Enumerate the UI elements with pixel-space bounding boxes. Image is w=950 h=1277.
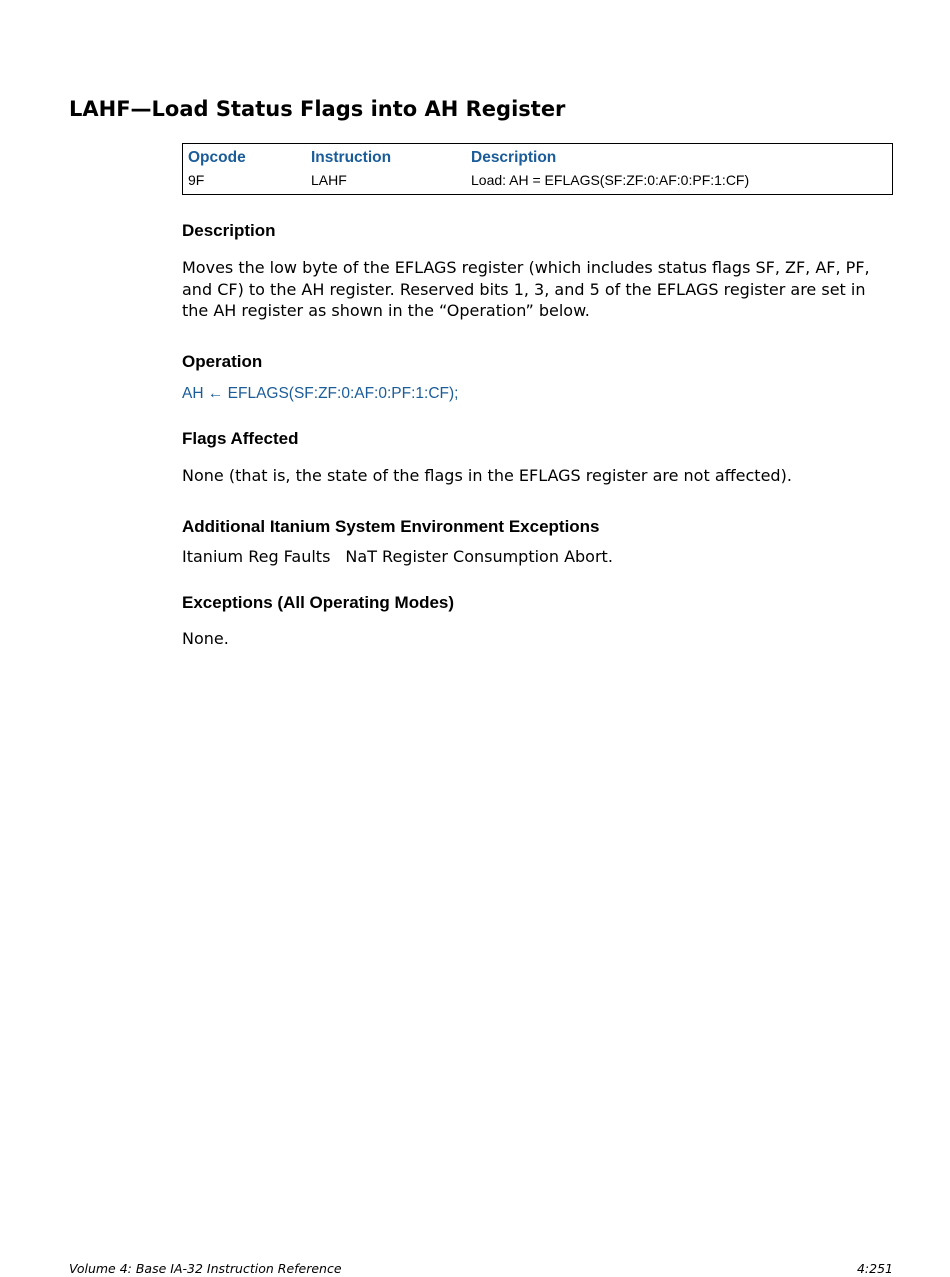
exceptions-all-modes-heading: Exceptions (All Operating Modes): [182, 593, 455, 612]
instruction-column-header: Instruction: [311, 149, 392, 166]
instruction-cell: LAHF: [311, 172, 347, 188]
opcode-cell: 9F: [188, 172, 205, 188]
flags-affected-heading: Flags Affected: [182, 429, 299, 448]
operation-heading: Operation: [182, 352, 263, 371]
itanium-exceptions-heading: Additional Itanium System Environment Exceptions: [182, 517, 600, 536]
description-line: the AH register as shown in the “Operation” below.: [182, 301, 590, 320]
description-line: Moves the low byte of the EFLAGS register (which includes status flags SF, ZF, AF, PF,: [182, 258, 870, 277]
fault-type: Itanium Reg Faults: [182, 547, 331, 566]
opcode-table: [182, 143, 893, 195]
description-line: and CF) to the AH register. Reserved bits 1, 3, and 5 of the EFLAGS register are set in: [182, 279, 866, 299]
operation-code: AH ← EFLAGS(SF:ZF:0:AF:0:PF:1:CF);: [182, 385, 459, 402]
opcode-column-header: Opcode: [188, 149, 246, 166]
description-paragraph: [182, 257, 870, 322]
footer-volume-title: Volume 4: Base IA-32 Instruction Reference: [69, 1261, 342, 1276]
flags-affected-text: None (that is, the state of the flags in the EFLAGS register are not affected).: [182, 466, 792, 485]
footer-page-number: 4:251: [856, 1261, 893, 1276]
fault-description: NaT Register Consumption Abort.: [345, 547, 613, 566]
itanium-exceptions-row: [182, 546, 613, 568]
exceptions-all-modes-text: None.: [182, 629, 229, 648]
description-column-header: Description: [471, 149, 557, 166]
page-title: LAHF—Load Status Flags into AH Register: [69, 97, 566, 121]
opcode-table-header-row: [183, 144, 893, 170]
description-heading: Description: [182, 221, 276, 240]
table-row: [183, 169, 893, 195]
description-cell: Load: AH = EFLAGS(SF:ZF:0:AF:0:PF:1:CF): [471, 172, 750, 188]
